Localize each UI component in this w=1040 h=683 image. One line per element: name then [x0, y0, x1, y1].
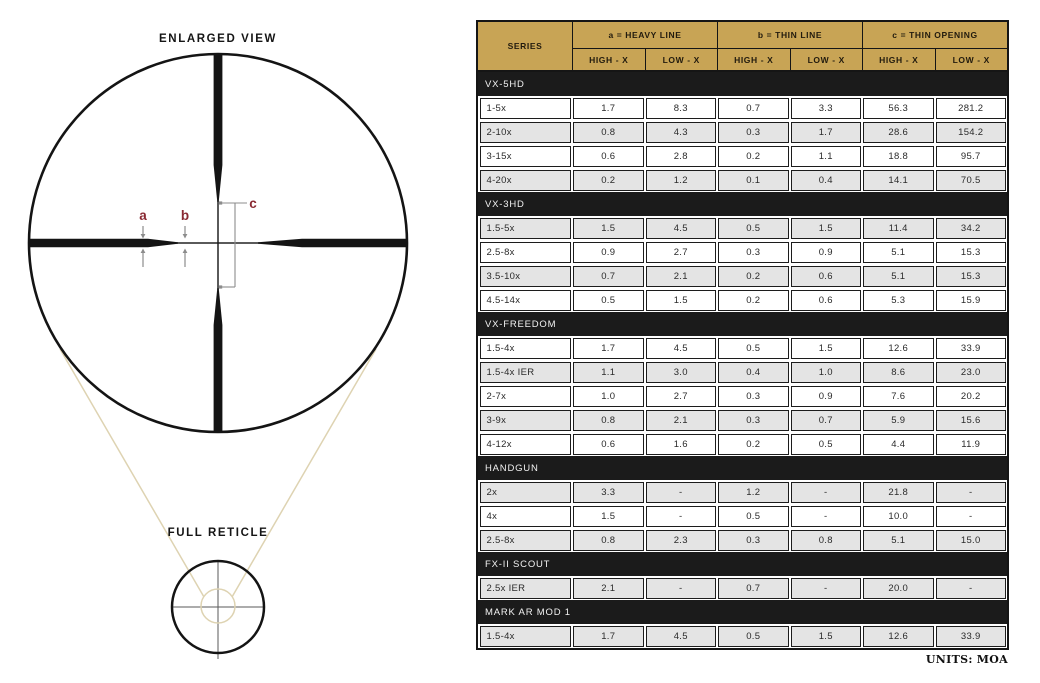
cell-value: -: [646, 578, 717, 599]
cell-value: 0.8: [791, 530, 862, 551]
cell-value: 34.2: [936, 218, 1007, 239]
cell-series: 4-12x: [480, 434, 572, 455]
cell-value: 1.5: [573, 218, 644, 239]
cell-value: -: [791, 506, 862, 527]
table-row: [478, 336, 1007, 360]
column-subheader: HIGH - X: [862, 49, 935, 70]
cell-value: 5.9: [863, 410, 934, 431]
cell-value: 1.6: [646, 434, 717, 455]
section-header-handgun: HANDGUN: [478, 456, 1007, 480]
cell-value: 3.0: [646, 362, 717, 383]
cell-value: 2.7: [646, 386, 717, 407]
cell-value: 15.6: [936, 410, 1007, 431]
cell-value: 21.8: [863, 482, 934, 503]
table-header: [478, 22, 1007, 72]
column-subheader: HIGH - X: [717, 49, 790, 70]
cell-series: 4x: [480, 506, 572, 527]
section-header-vx-3hd: VX-3HD: [478, 192, 1007, 216]
cell-value: 0.9: [791, 386, 862, 407]
cell-value: 0.3: [718, 386, 789, 407]
cell-value: 1.0: [573, 386, 644, 407]
cell-series: 4.5-14x: [480, 290, 572, 311]
cell-value: 1.1: [791, 146, 862, 167]
table-row: [478, 96, 1007, 120]
column-group-c: c = THIN OPENING: [862, 22, 1007, 49]
cell-value: 15.3: [936, 266, 1007, 287]
cell-value: 2.8: [646, 146, 717, 167]
cell-value: 2.7: [646, 242, 717, 263]
cell-value: 1.0: [791, 362, 862, 383]
cell-value: 0.6: [573, 434, 644, 455]
cell-value: 0.5: [718, 506, 789, 527]
cell-value: 1.2: [646, 170, 717, 191]
subtension-table-panel: [476, 20, 1009, 666]
subtension-table: [476, 20, 1009, 650]
cell-value: 0.6: [791, 290, 862, 311]
cell-value: -: [936, 482, 1007, 503]
cell-value: 7.6: [863, 386, 934, 407]
cell-value: 0.7: [718, 98, 789, 119]
cell-value: 0.8: [573, 530, 644, 551]
cell-value: 2.3: [646, 530, 717, 551]
cell-value: 0.5: [573, 290, 644, 311]
cell-value: 8.6: [863, 362, 934, 383]
cell-value: 28.6: [863, 122, 934, 143]
cell-series: 1-5x: [480, 98, 572, 119]
cell-value: 3.3: [573, 482, 644, 503]
cell-value: 0.9: [791, 242, 862, 263]
cell-value: 0.3: [718, 530, 789, 551]
cell-value: 11.9: [936, 434, 1007, 455]
table-row: [478, 504, 1007, 528]
cell-value: 5.1: [863, 242, 934, 263]
thin-line-vertical: [217, 200, 218, 290]
column-header-series: SERIES: [478, 22, 572, 70]
cell-value: 281.2: [936, 98, 1007, 119]
cell-value: 5.3: [863, 290, 934, 311]
cell-value: 0.3: [718, 410, 789, 431]
cell-value: 0.7: [791, 410, 862, 431]
cell-value: 20.0: [863, 578, 934, 599]
table-row: [478, 144, 1007, 168]
cell-value: 4.5: [646, 626, 717, 647]
cell-value: 1.5: [791, 626, 862, 647]
cell-value: 5.1: [863, 266, 934, 287]
cell-value: 12.6: [863, 338, 934, 359]
callout-c-label: c: [249, 196, 257, 211]
callout-a-arrowhead-down: [141, 234, 146, 239]
table-row: [478, 432, 1007, 456]
full-reticle-label: FULL RETICLE: [167, 527, 269, 539]
table-row: [478, 384, 1007, 408]
callout-a-label: a: [139, 208, 147, 223]
cell-value: 33.9: [936, 338, 1007, 359]
cell-value: 0.2: [718, 434, 789, 455]
cell-value: 0.6: [791, 266, 862, 287]
callout-b-label: b: [180, 208, 190, 223]
cell-value: 4.3: [646, 122, 717, 143]
units-note: UNITS: MOA: [925, 653, 1008, 666]
column-subheader: LOW - X: [645, 49, 718, 70]
cell-value: 0.9: [573, 242, 644, 263]
cell-value: 1.7: [573, 626, 644, 647]
cell-value: 0.2: [573, 170, 644, 191]
cell-series: 3-9x: [480, 410, 572, 431]
table-row: [478, 240, 1007, 264]
column-group-b: b = THIN LINE: [717, 22, 862, 49]
heavy-post-bottom: [214, 288, 223, 431]
table-row: [478, 624, 1007, 648]
cell-value: 1.5: [791, 218, 862, 239]
cell-value: -: [791, 482, 862, 503]
cell-value: -: [791, 578, 862, 599]
cell-value: 0.7: [718, 578, 789, 599]
cell-value: 15.9: [936, 290, 1007, 311]
cell-value: 70.5: [936, 170, 1007, 191]
callout-line-left: [60, 349, 204, 597]
section-header-mark-ar-mod-1: MARK AR MOD 1: [478, 600, 1007, 624]
cell-series: 2x: [480, 482, 572, 503]
table-row: [478, 480, 1007, 504]
cell-value: 0.5: [718, 626, 789, 647]
reticle-diagram: [0, 0, 476, 683]
cell-value: 56.3: [863, 98, 934, 119]
cell-value: 0.2: [718, 290, 789, 311]
table-row: [478, 216, 1007, 240]
heavy-post-top: [214, 55, 223, 202]
callout-line-right: [232, 349, 376, 597]
cell-value: 33.9: [936, 626, 1007, 647]
cell-series: 1.5-4x: [480, 338, 572, 359]
cell-value: -: [646, 506, 717, 527]
cell-value: 0.5: [718, 218, 789, 239]
callout-c-bottom-dot: [219, 285, 222, 288]
callout-a-arrowhead-up: [141, 249, 146, 254]
cell-value: 0.1: [718, 170, 789, 191]
cell-value: 2.1: [573, 578, 644, 599]
cell-value: 5.1: [863, 530, 934, 551]
cell-value: 1.5: [646, 290, 717, 311]
cell-value: 0.8: [573, 410, 644, 431]
table-row: [478, 168, 1007, 192]
cell-value: -: [646, 482, 717, 503]
cell-value: 14.1: [863, 170, 934, 191]
table-row: [478, 360, 1007, 384]
cell-value: 0.4: [718, 362, 789, 383]
cell-value: 154.2: [936, 122, 1007, 143]
cell-value: 3.3: [791, 98, 862, 119]
callout-b-arrowhead-down: [183, 234, 188, 239]
table-row: [478, 120, 1007, 144]
cell-value: 0.5: [718, 338, 789, 359]
cell-series: 2-7x: [480, 386, 572, 407]
cell-series: 1.5-4x IER: [480, 362, 572, 383]
cell-value: 0.6: [573, 146, 644, 167]
cell-value: 0.7: [573, 266, 644, 287]
cell-series: 3.5-10x: [480, 266, 572, 287]
section-header-vx-freedom: VX-FREEDOM: [478, 312, 1007, 336]
cell-value: 15.3: [936, 242, 1007, 263]
cell-value: 2.1: [646, 266, 717, 287]
cell-series: 4-20x: [480, 170, 572, 191]
enlarged-view-label: ENLARGED VIEW: [159, 33, 277, 45]
cell-value: 11.4: [863, 218, 934, 239]
cell-value: 1.1: [573, 362, 644, 383]
callout-c-top-dot: [219, 201, 222, 204]
cell-value: 1.5: [791, 338, 862, 359]
cell-value: 0.5: [791, 434, 862, 455]
cell-series: 1.5-5x: [480, 218, 572, 239]
cell-value: 0.8: [573, 122, 644, 143]
column-group-a: a = HEAVY LINE: [572, 22, 717, 49]
heavy-post-left: [30, 239, 178, 248]
thin-line-horizontal: [176, 242, 260, 243]
cell-series: 3-15x: [480, 146, 572, 167]
column-subheader: HIGH - X: [572, 49, 645, 70]
cell-value: 10.0: [863, 506, 934, 527]
cell-value: 1.7: [791, 122, 862, 143]
column-subheader: LOW - X: [935, 49, 1008, 70]
cell-series: 2.5-8x: [480, 530, 572, 551]
column-subheader: LOW - X: [790, 49, 863, 70]
reticle-diagram-panel: [0, 0, 476, 683]
cell-value: 23.0: [936, 362, 1007, 383]
cell-value: 1.2: [718, 482, 789, 503]
table-row: [478, 264, 1007, 288]
cell-value: 1.7: [573, 338, 644, 359]
section-header-vx-5hd: VX-5HD: [478, 72, 1007, 96]
cell-value: 12.6: [863, 626, 934, 647]
cell-value: 20.2: [936, 386, 1007, 407]
cell-series: 2-10x: [480, 122, 572, 143]
cell-value: 0.2: [718, 146, 789, 167]
cell-value: 18.8: [863, 146, 934, 167]
cell-series: 2.5-8x: [480, 242, 572, 263]
table-row: [478, 576, 1007, 600]
cell-value: 8.3: [646, 98, 717, 119]
section-header-fx-ii-scout: FX-II SCOUT: [478, 552, 1007, 576]
cell-value: 2.1: [646, 410, 717, 431]
cell-value: 1.5: [573, 506, 644, 527]
cell-value: 4.5: [646, 218, 717, 239]
cell-value: 1.7: [573, 98, 644, 119]
cell-value: -: [936, 506, 1007, 527]
callout-b-arrowhead-up: [183, 249, 188, 254]
table-row: [478, 288, 1007, 312]
cell-series: 2.5x IER: [480, 578, 572, 599]
cell-value: 4.4: [863, 434, 934, 455]
table-row: [478, 528, 1007, 552]
cell-value: 0.2: [718, 266, 789, 287]
cell-value: 15.0: [936, 530, 1007, 551]
cell-value: -: [936, 578, 1007, 599]
cell-series: 1.5-4x: [480, 626, 572, 647]
cell-value: 4.5: [646, 338, 717, 359]
table-row: [478, 408, 1007, 432]
cell-value: 0.3: [718, 242, 789, 263]
cell-value: 95.7: [936, 146, 1007, 167]
cell-value: 0.4: [791, 170, 862, 191]
heavy-post-right: [258, 239, 406, 248]
cell-value: 0.3: [718, 122, 789, 143]
